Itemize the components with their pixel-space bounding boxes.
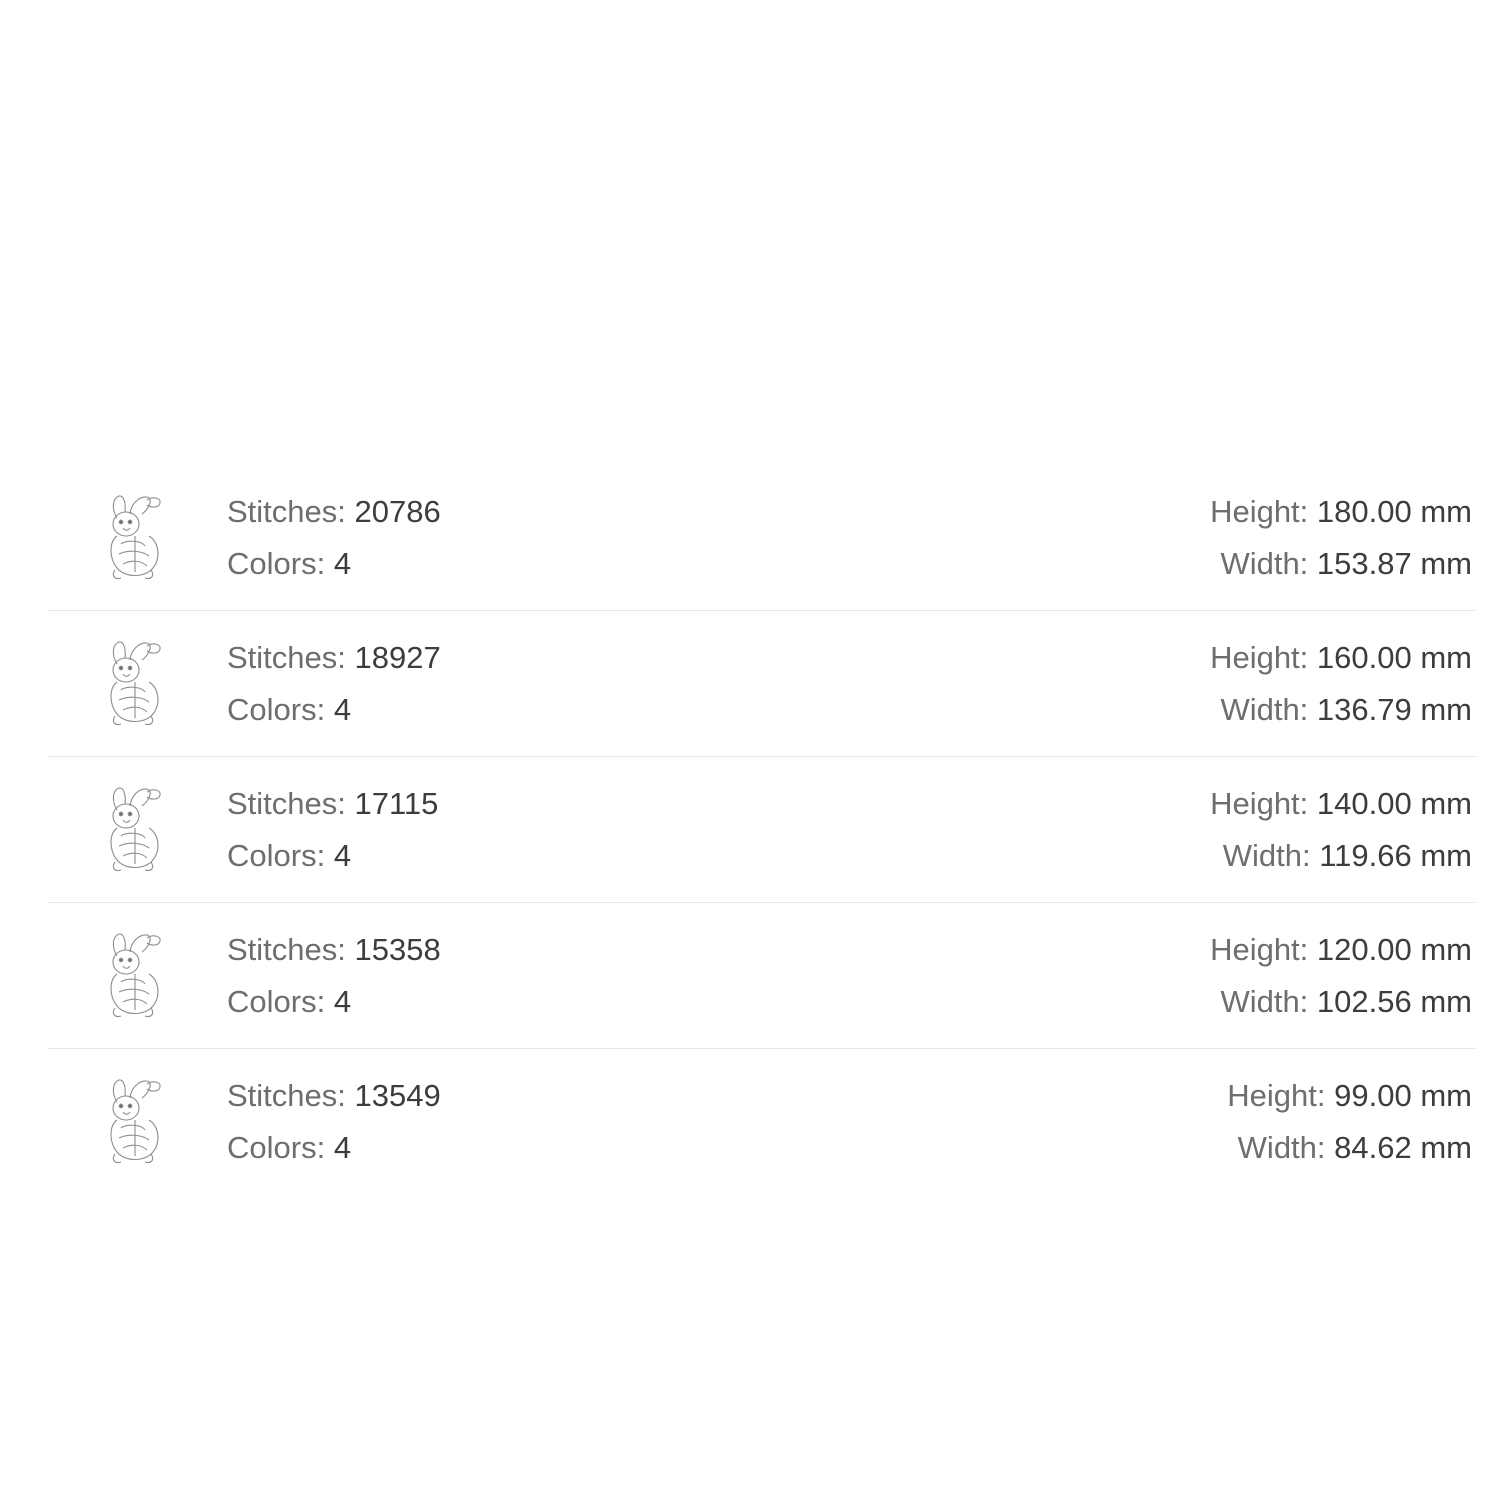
dimensions-cell [1052,778,1476,882]
stitches-value: 15358 [354,931,441,967]
info-cell [223,632,1052,736]
table-row[interactable] [48,1049,1476,1195]
height-label: Height: [1210,493,1309,529]
info-cell [223,924,1052,1028]
width-label: Width: [1220,691,1309,727]
width-label: Width: [1237,1130,1326,1165]
colors-label: Colors: [227,691,326,727]
colors-label: Colors: [227,837,326,873]
info-cell [223,486,1052,590]
height-line [1052,1070,1472,1122]
colors-line [227,538,1052,590]
stitches-line [227,778,1052,830]
stitches-value: 17115 [354,785,439,821]
stitches-value: 13549 [354,1078,441,1113]
width-label: Width: [1220,983,1309,1019]
table-row[interactable] [48,611,1476,757]
bunny-embroidery-thumbnail [97,784,175,876]
height-value: 99.00 mm [1334,1078,1472,1113]
bunny-embroidery-thumbnail [97,930,175,1022]
height-label: Height: [1227,1078,1326,1113]
width-value: 102.56 mm [1316,983,1472,1019]
height-line [1052,632,1472,684]
height-value: 180.00 mm [1316,493,1472,529]
width-line [1052,976,1472,1028]
table-row[interactable] [48,465,1476,611]
thumbnail-cell [48,492,223,584]
height-label: Height: [1210,639,1309,675]
height-value: 120.00 mm [1316,931,1472,967]
bunny-embroidery-thumbnail [97,492,175,584]
stitches-line [227,632,1052,684]
width-value: 119.66 mm [1319,837,1472,873]
width-line [1052,830,1472,882]
table-row[interactable] [48,757,1476,903]
width-label: Width: [1222,837,1311,873]
stitches-label: Stitches: [227,1078,346,1113]
colors-label: Colors: [227,545,326,581]
bunny-embroidery-thumbnail [97,1076,175,1168]
colors-line [227,1122,1052,1174]
thumbnail-cell [48,784,223,876]
colors-line [227,830,1052,882]
colors-value: 4 [333,1130,352,1165]
width-value: 84.62 mm [1334,1130,1472,1165]
stitches-label: Stitches: [227,493,346,529]
info-cell [223,1070,1052,1174]
height-line [1052,486,1472,538]
colors-label: Colors: [227,1130,326,1165]
thumbnail-cell [48,1076,223,1168]
design-size-list [48,465,1476,1195]
dimensions-cell [1052,632,1476,736]
width-value: 153.87 mm [1316,545,1472,581]
stitches-label: Stitches: [227,931,346,967]
width-value: 136.79 mm [1316,691,1472,727]
stitches-line [227,486,1052,538]
stitches-value: 18927 [354,639,441,675]
colors-label: Colors: [227,983,326,1019]
table-row[interactable] [48,903,1476,1049]
colors-value: 4 [333,983,352,1019]
width-line [1052,684,1472,736]
height-label: Height: [1210,931,1309,967]
colors-value: 4 [333,691,352,727]
stitches-line [227,1070,1052,1122]
stitches-label: Stitches: [227,639,346,675]
thumbnail-cell [48,930,223,1022]
height-value: 160.00 mm [1316,639,1472,675]
thumbnail-cell [48,638,223,730]
height-line [1052,924,1472,976]
dimensions-cell [1052,924,1476,1028]
colors-value: 4 [333,837,352,873]
colors-line [227,684,1052,736]
width-line [1052,1122,1472,1174]
stitches-value: 20786 [354,493,441,529]
stitches-line [227,924,1052,976]
height-value: 140.00 mm [1316,785,1472,821]
dimensions-cell [1052,1070,1476,1174]
bunny-embroidery-thumbnail [97,638,175,730]
info-cell [223,778,1052,882]
height-label: Height: [1210,785,1309,821]
dimensions-cell [1052,486,1476,590]
colors-line [227,976,1052,1028]
stitches-label: Stitches: [227,785,346,821]
width-label: Width: [1220,545,1309,581]
colors-value: 4 [333,545,352,581]
width-line [1052,538,1472,590]
height-line [1052,778,1472,830]
